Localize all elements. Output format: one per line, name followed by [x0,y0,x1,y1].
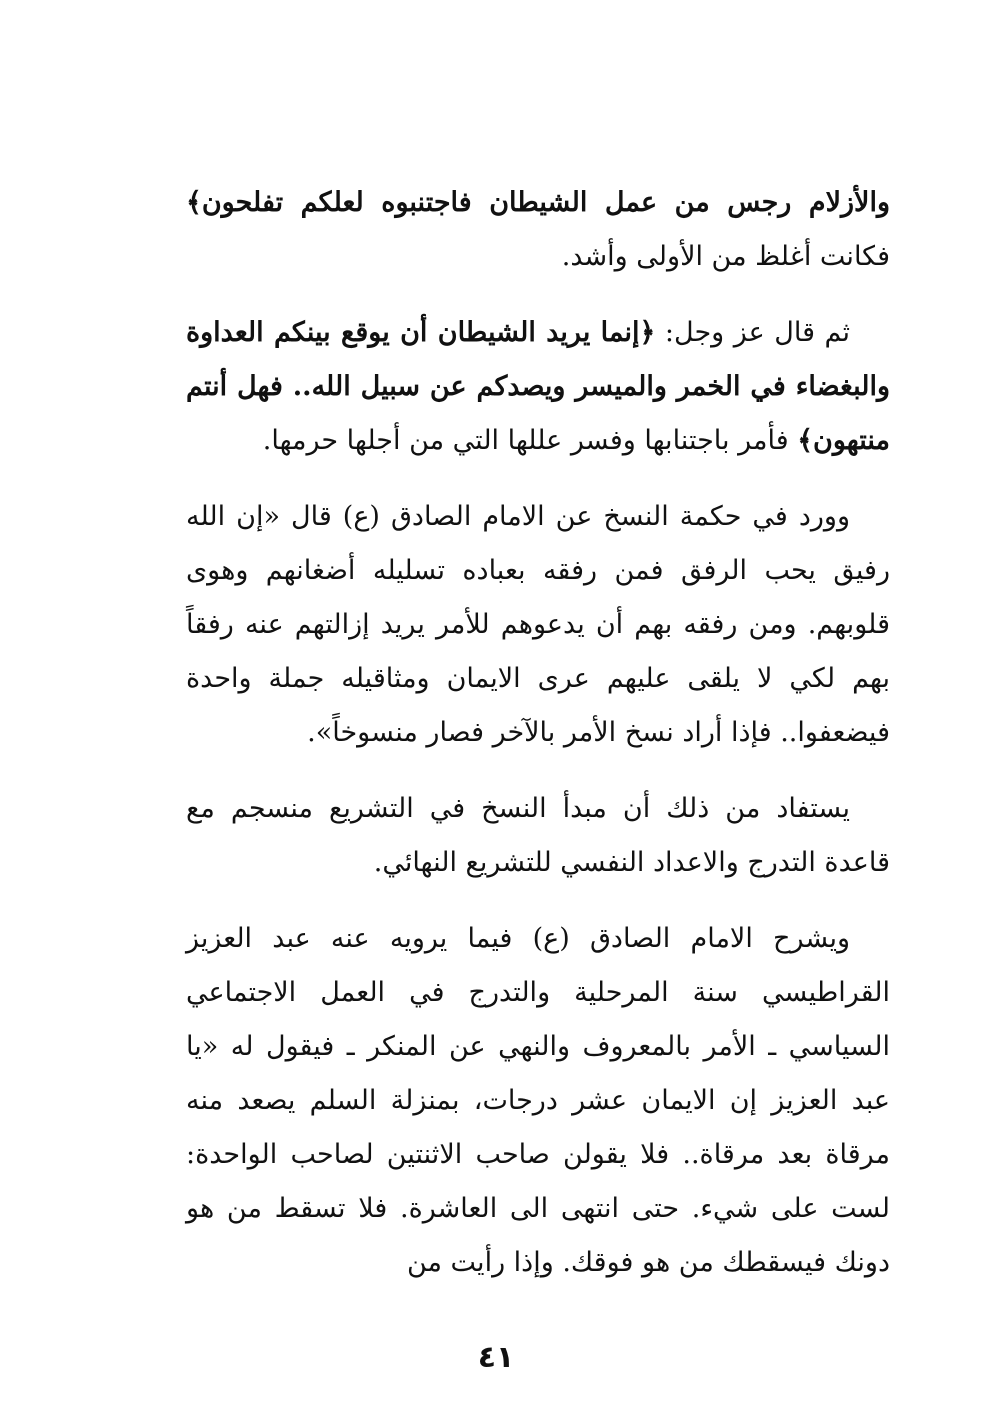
quran-verse: ﴿إنما يريد الشيطان أن يوقع بينكم العداوة والبغضاء في الخمر والميسر ويصدكم عن سبيل الله.. فهل أنتم منتهون﴾ [186,317,890,456]
paragraph-1-text: فكانت أغلظ من الأولى وأشد. [561,241,890,272]
paragraph-2-intro: ثم قال عز وجل: [655,317,850,348]
paragraph-4 [186,782,890,890]
paragraph-4-text: يستفاد من ذلك أن مبدأ النسخ في التشريع منسجم مع قاعدة التدرج والاعداد النفسي للتشريع النهائي. [186,793,890,878]
page-number: ٤١ [477,1340,515,1375]
paragraph-3-text: وورد في حكمة النسخ عن الامام الصادق (ع) قال «إن الله رفيق يحب الرفق فمن رفقه بعباده تسليله أضغانهم وهوى قلوبهم. ومن رفقه بهم أن يدعوهم للأمر يريد إزالتهم عنه رفقاً بهم لكي لا يلقى عليهم عرى الايمان ومثاقيله جملة واحدة فيضعفوا.. فإذا أراد نسخ الأمر بالآخر فصار منسوخاً». [186,501,890,748]
paragraph-5-text: ويشرح الامام الصادق (ع) فيما يرويه عنه عبد العزيز القراطيسي سنة المرحلية والتدرج في العمل الاجتماعي السياسي ـ الأمر بالمعروف والنهي عن المنكر ـ فيقول له «يا عبد العزيز إن الايمان عشر درجات، بمنزلة السلم يصعد منه مرقاة بعد مرقاة.. فلا يقولن صاحب الاثنتين لصاحب الواحدة: لست على شيء. حتى انتهى الى العاشرة. فلا تسقط من هو دونك فيسقطك من هو فوقك. وإذا رأيت من [186,923,890,1278]
paragraph-3 [186,490,890,760]
paragraph-1 [186,176,890,284]
verse-ending: والأزلام رجس من عمل الشيطان فاجتنبوه لعلكم تفلحون﴾ [186,187,890,218]
paragraph-5 [186,912,890,1290]
body-text [186,176,890,1290]
paragraph-2-text: فأمر باجتنابها وفسر عللها التي من أجلها حرمها. [262,425,798,456]
paragraph-2 [186,306,890,468]
